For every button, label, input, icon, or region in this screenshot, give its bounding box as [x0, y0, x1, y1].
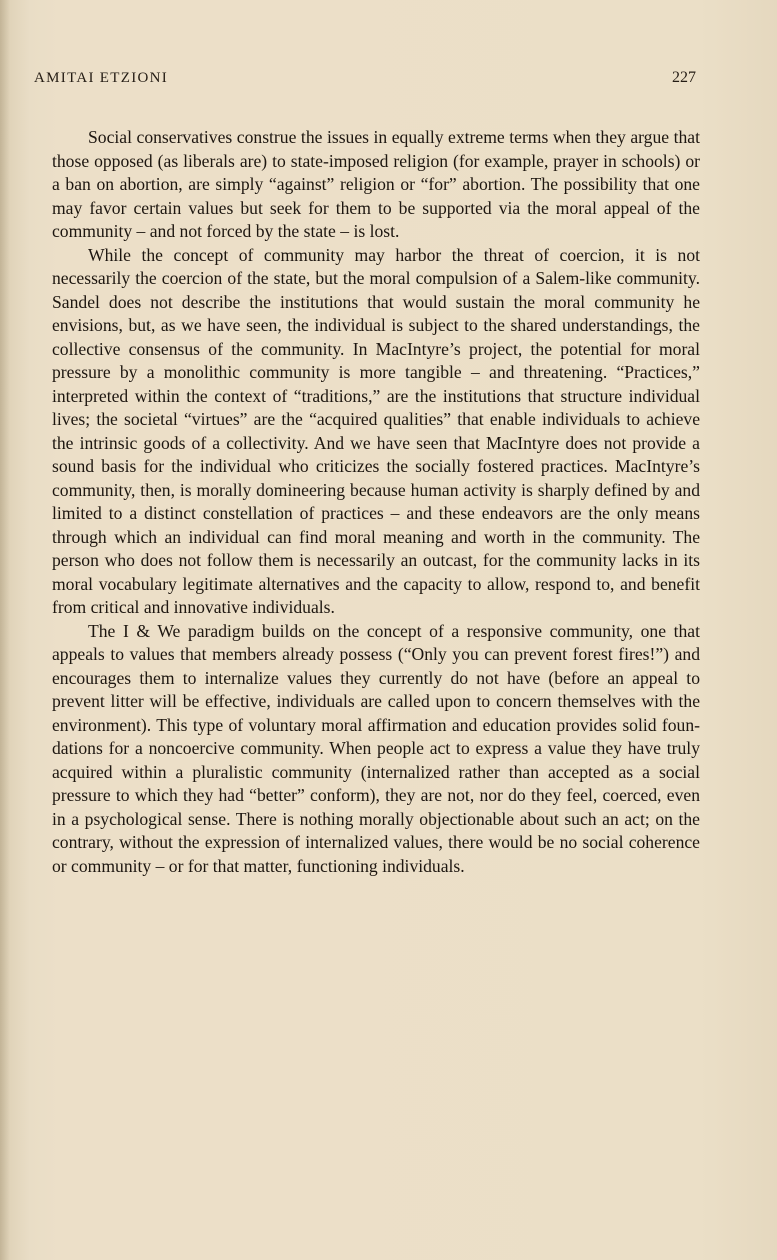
page-number: 227 — [672, 69, 696, 86]
paragraph: The I & We paradigm builds on the concept of a responsive community, one that appeals to values that members already possess (“Only you can prevent forest fires!”) and encourages them to internalize values they currently do not have (before an appeal to prevent litter will be effective, individuals are called upon to concern themselves with the environment). This type of voluntary moral affirmation and education provides solid foundations for a noncoercive community. When people act to express a value they have truly acquired within a pluralistic community (internalized rather than accepted as a social pressure to which they had “better” conform), they are not, nor do they feel, coerced, even in a psychological sense. There is nothing morally objectionable about such an act; on the contrary, without the expression of internalized values, there would be no social coherence or community – or for that matter, functioning individuals. — [52, 620, 700, 876]
paragraph: While the concept of community may harbor the threat of coercion, it is not necessarily the coercion of the state, but the moral compulsion of a Salem-like community. Sandel does not describe the institutions that would sustain the moral community he envisions, but, as we have seen, the individual is subject to the shared understandings, the collective consensus of the community. In MacIntyre’s project, the potential for moral pressure by a monolithic community is more tangible – and threatening. “Practices,” interpreted within the context of “traditions,” are the institutions that structure individual lives; the societal “virtues” are the “acquired qualities” that enable individuals to achieve the intrinsic goods of a collectivity. And we have seen that MacIntyre does not provide a sound basis for the individual who criticizes the socially fostered practices. MacIntyre’s community, then, is morally domineering because human activity is sharply defined by and limited to a distinct constellation of practices – and these endeavors are the only means through which an individual can find moral meaning and worth in the community. The person who does not follow them is necessarily an outcast, for the community lacks in its moral vocabulary legitimate alternatives and the capacity to allow, respond to, and benefit from critical and innovative individuals. — [52, 244, 700, 617]
spine-shadow — [0, 0, 10, 1260]
body-text — [52, 126, 700, 878]
paragraph: Social conservatives construe the issues in equally extreme terms when they argue that those opposed (as liberals are) to state-imposed religion (for example, prayer in schools) or a ban on abortion, are simply “against” religion or “for” abortion. The possibility that one may favor certain values but seek for them to be supported via the moral appeal of the community – and not forced by the state – is lost. — [52, 127, 700, 241]
running-head — [34, 70, 696, 92]
running-head-author: AMITAI ETZIONI — [34, 70, 169, 86]
